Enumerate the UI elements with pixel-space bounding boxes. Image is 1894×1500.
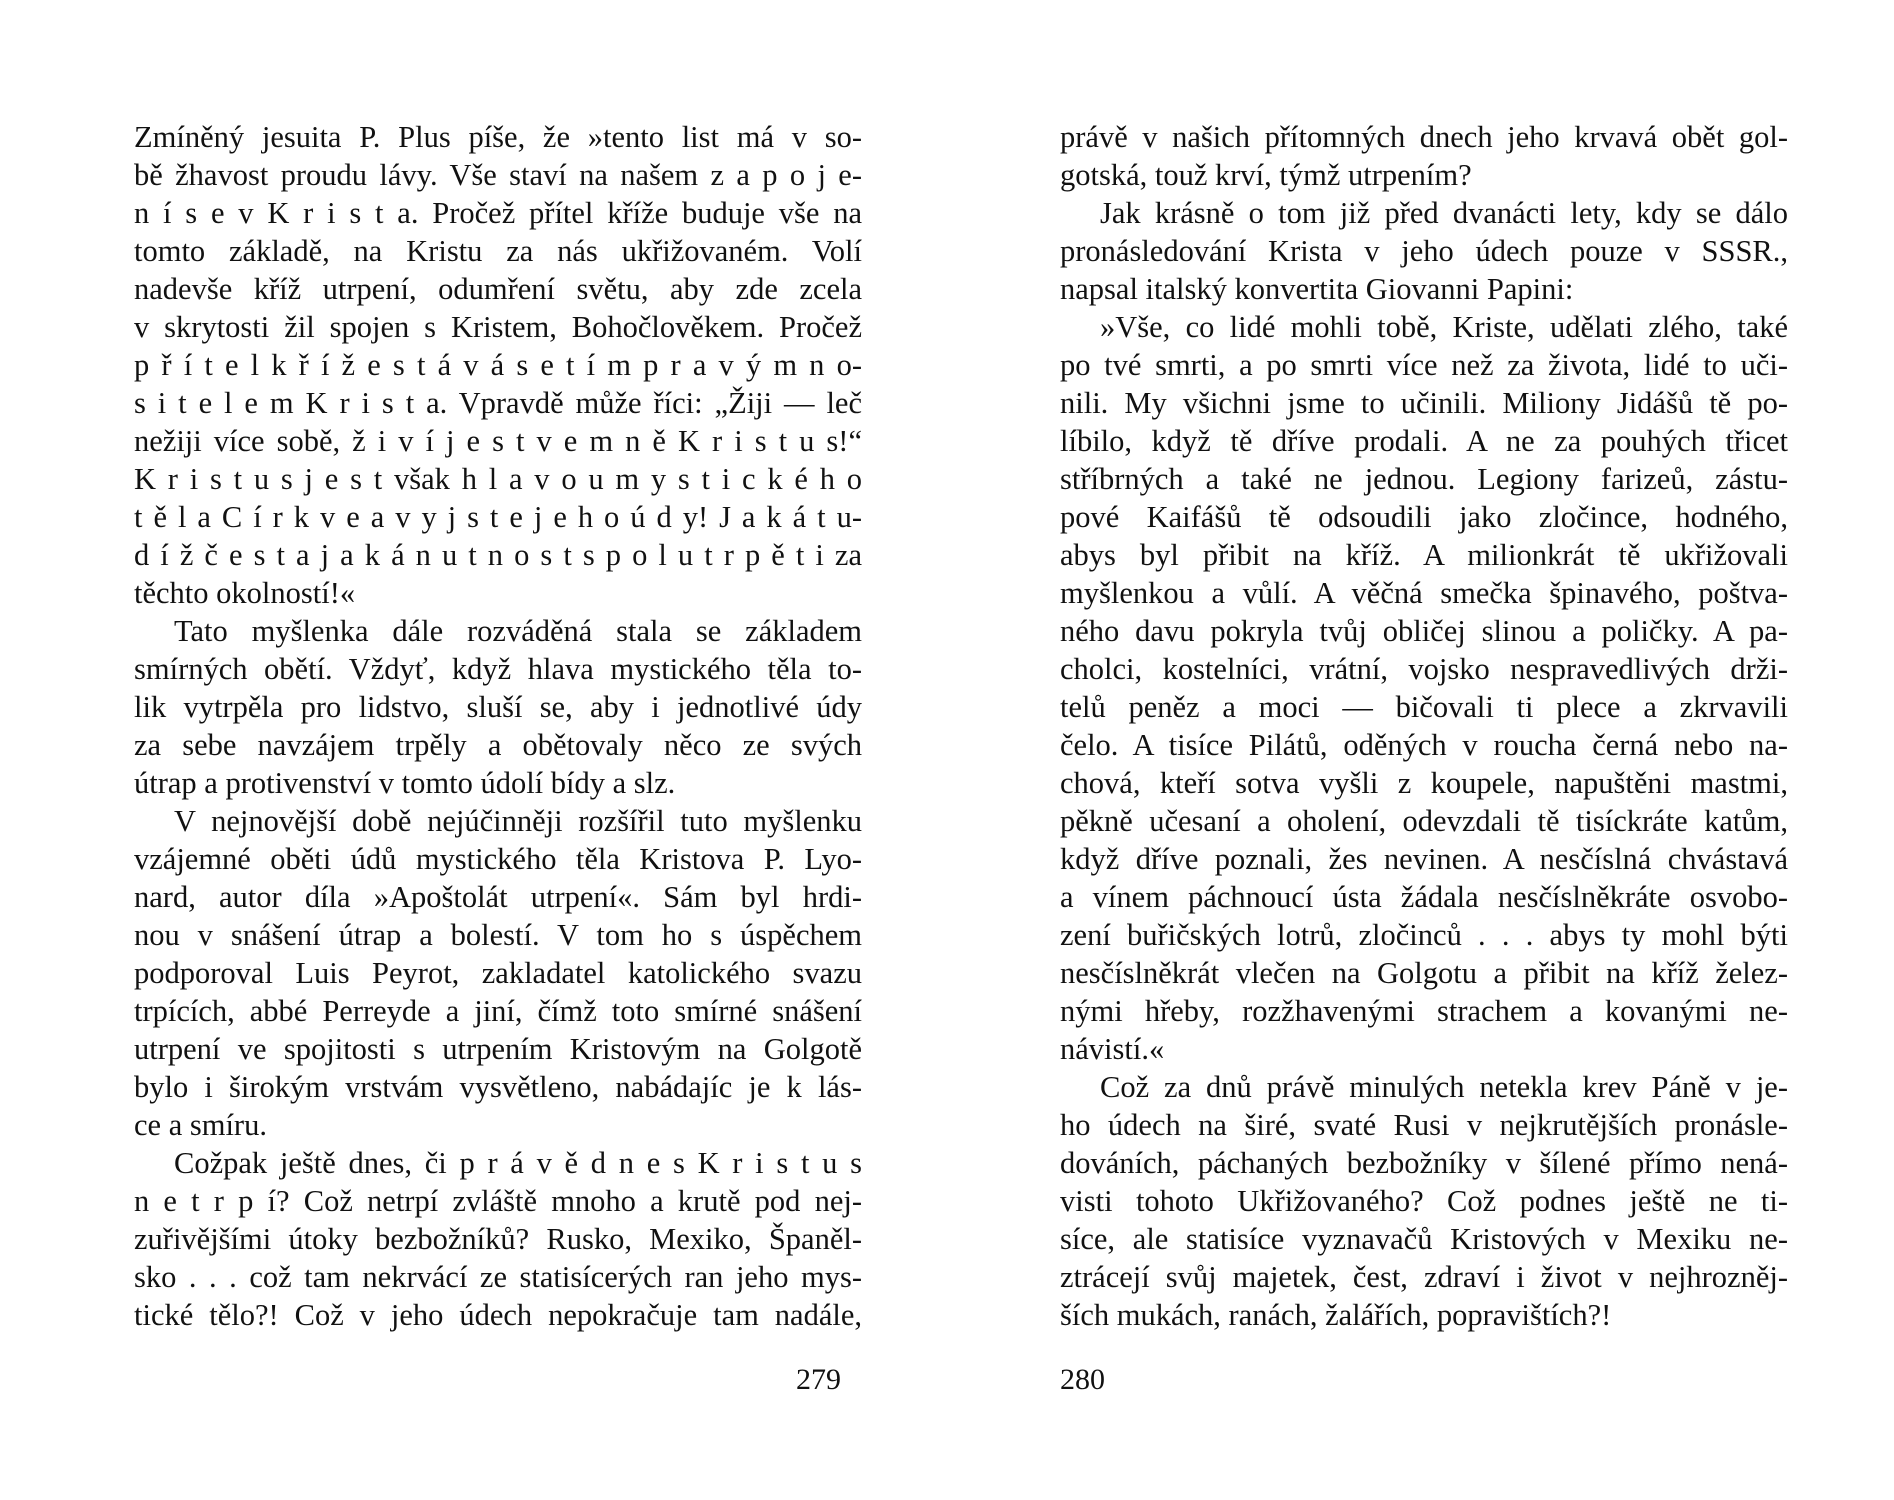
- text-line: chová, kteří sotva vyšli z koupele, napuštěni mastmi,: [1060, 766, 1788, 800]
- right-page-text: [1060, 118, 1788, 1334]
- text-line: K r i s t u s j e s t však h l a v o u m y s t i c k é h o: [134, 462, 862, 496]
- left-page-number: 279: [796, 1363, 841, 1396]
- text-line: n í s e v K r i s t a. Pročež přítel kříže buduje vše na: [134, 196, 862, 230]
- text-line: a vínem páchnoucí ústa žádala nesčíslněkráte osvobo-: [1060, 880, 1788, 914]
- text-line: p ř í t e l k ř í ž e s t á v á s e t í m p r a v ý m n o-: [134, 348, 862, 382]
- right-page-number: 280: [1060, 1363, 1105, 1396]
- text-line: lik vytrpěla pro lidstvo, sluší se, aby i jednotlivé údy: [134, 690, 862, 724]
- text-line: nou v snášení útrap a bolestí. V tom ho s úspěchem: [134, 918, 862, 952]
- text-line: utrpení ve spojitosti s utrpením Kristovým na Golgotě: [134, 1032, 862, 1066]
- text-line: ného davu pokryla tvůj obličej slinou a poličky. A pa-: [1060, 614, 1788, 648]
- text-line: dováních, páchaných bezbožníky v šílené přímo nená-: [1060, 1146, 1788, 1180]
- text-line: nili. My všichni jsme to učinili. Miliony Jidášů tě po-: [1060, 386, 1788, 420]
- text-line: smírných obětí. Vždyť, když hlava mystického těla to-: [134, 652, 862, 686]
- text-line: zuřivějšími útoky bezbožníků? Rusko, Mexiko, Španěl-: [134, 1222, 862, 1256]
- text-line: stříbrných a také ne jednou. Legiony farizeů, zástu-: [1060, 462, 1788, 496]
- text-line: »Vše, co lidé mohli tobě, Kriste, udělati zlého, také: [1100, 310, 1788, 344]
- text-line: podporoval Luis Peyrot, zakladatel katolického svazu: [134, 956, 862, 990]
- left-page-text: [134, 118, 862, 1334]
- text-line: gotská, touž krví, týmž utrpením?: [1060, 158, 1472, 192]
- text-line: telů peněz a moci — bičovali ti plece a zkrvavili: [1060, 690, 1788, 724]
- text-line: ztrácejí svůj majetek, čest, zdraví i život v nejhrozněj-: [1060, 1260, 1788, 1294]
- text-line: právě v našich přítomných dnech jeho krvavá obět gol-: [1060, 120, 1788, 154]
- text-line: Cožpak ještě dnes, či p r á v ě d n e s K r i s t u s: [174, 1146, 862, 1180]
- text-line: Zmíněný jesuita P. Plus píše, že »tento list má v so-: [134, 120, 862, 154]
- text-line: V nejnovější době nejúčinněji rozšířil tuto myšlenku: [174, 804, 862, 838]
- text-line: čelo. A tisíce Pilátů, oděných v roucha černá nebo na-: [1060, 728, 1788, 762]
- text-line: pové Kaifášů tě odsoudili jako zločince, hodného,: [1060, 500, 1788, 534]
- text-line: nadevše kříž utrpení, odumření světu, aby zde zcela: [134, 272, 862, 306]
- text-line: po tvé smrti, a po smrti více než za života, lidé to uči-: [1060, 348, 1788, 382]
- text-line: pronásledování Krista v jeho údech pouze v SSSR.,: [1060, 234, 1788, 268]
- text-line: ších mukách, ranách, žalářích, popravištích?!: [1060, 1298, 1612, 1332]
- text-line: nard, autor díla »Apoštolát utrpení«. Sám byl hrdi-: [134, 880, 862, 914]
- text-line: tické tělo?! Což v jeho údech nepokračuje tam nadále,: [134, 1298, 862, 1332]
- text-line: trpících, abbé Perreyde a jiní, čímž toto smírné snášení: [134, 994, 862, 1028]
- text-line: vzájemné oběti údů mystického těla Kristova P. Lyo-: [134, 842, 862, 876]
- text-line: návistí.«: [1060, 1032, 1165, 1066]
- text-line: tomto základě, na Kristu za nás ukřižovaném. Volí: [134, 234, 862, 268]
- text-line: visti tohoto Ukřižovaného? Což podnes ještě ne ti-: [1060, 1184, 1788, 1218]
- text-line: cholci, kostelníci, vrátní, vojsko nespravedlivých drži-: [1060, 652, 1788, 686]
- text-line: za sebe navzájem trpěly a obětovaly něco ze svých: [134, 728, 862, 762]
- text-line: bylo i širokým vrstvám vysvětleno, nabádajíc je k lás-: [134, 1070, 862, 1104]
- text-line: Což za dnů právě minulých netekla krev Páně v je-: [1100, 1070, 1788, 1104]
- text-line: Tato myšlenka dále rozváděná stala se základem: [174, 614, 862, 648]
- text-line: sko . . . což tam nekrvácí ze statisícerých ran jeho mys-: [134, 1260, 862, 1294]
- text-line: ho údech na širé, svaté Rusi v nejkrutějších pronásle-: [1060, 1108, 1788, 1142]
- text-line: zení buřičských lotrů, zločinců . . . abys ty mohl býti: [1060, 918, 1788, 952]
- text-line: bě žhavost proudu lávy. Vše staví na našem z a p o j e-: [134, 158, 862, 192]
- text-line: útrap a protivenství v tomto údolí bídy a slz.: [134, 766, 676, 800]
- text-line: v skrytosti žil spojen s Kristem, Bohočlověkem. Pročež: [134, 310, 862, 344]
- text-line: nými hřeby, rozžhavenými strachem a kovanými ne-: [1060, 994, 1788, 1028]
- text-line: ce a smíru.: [134, 1108, 267, 1142]
- text-line: myšlenkou a vůlí. A věčná smečka špinavého, poštva-: [1060, 576, 1788, 610]
- text-line: s i t e l e m K r i s t a. Vpravdě může říci: „Žiji — leč: [134, 386, 862, 420]
- text-line: napsal italský konvertita Giovanni Papini:: [1060, 272, 1574, 306]
- text-line: síce, ale statisíce vyznavačů Kristových v Mexiku ne-: [1060, 1222, 1788, 1256]
- text-line: nežiji více sobě, ž i v í j e s t v e m n ě K r i s t u s!“: [134, 424, 862, 458]
- text-line: Jak krásně o tom již před dvanácti lety, kdy se dálo: [1100, 196, 1788, 230]
- text-line: když dříve poznali, žes nevinen. A nesčíslná chvástavá: [1060, 842, 1788, 876]
- text-line: líbilo, když tě dříve prodali. A ne za pouhých třicet: [1060, 424, 1788, 458]
- text-line: n e t r p í? Což netrpí zvláště mnoho a krutě pod nej-: [134, 1184, 862, 1218]
- text-line: pěkně učesaní a oholení, odevzdali tě tisíckráte katům,: [1060, 804, 1788, 838]
- text-line: těchto okolností!«: [134, 576, 356, 610]
- text-line: abys byl přibit na kříž. A milionkrát tě ukřižovali: [1060, 538, 1788, 572]
- text-line: t ě l a C í r k v e a v y j s t e j e h o ú d y! J a k á t u-: [134, 500, 862, 534]
- text-line: d í ž č e s t a j a k á n u t n o s t s p o l u t r p ě t i za: [134, 538, 862, 572]
- text-line: nesčíslněkrát vlečen na Golgotu a přibit na kříž želez-: [1060, 956, 1788, 990]
